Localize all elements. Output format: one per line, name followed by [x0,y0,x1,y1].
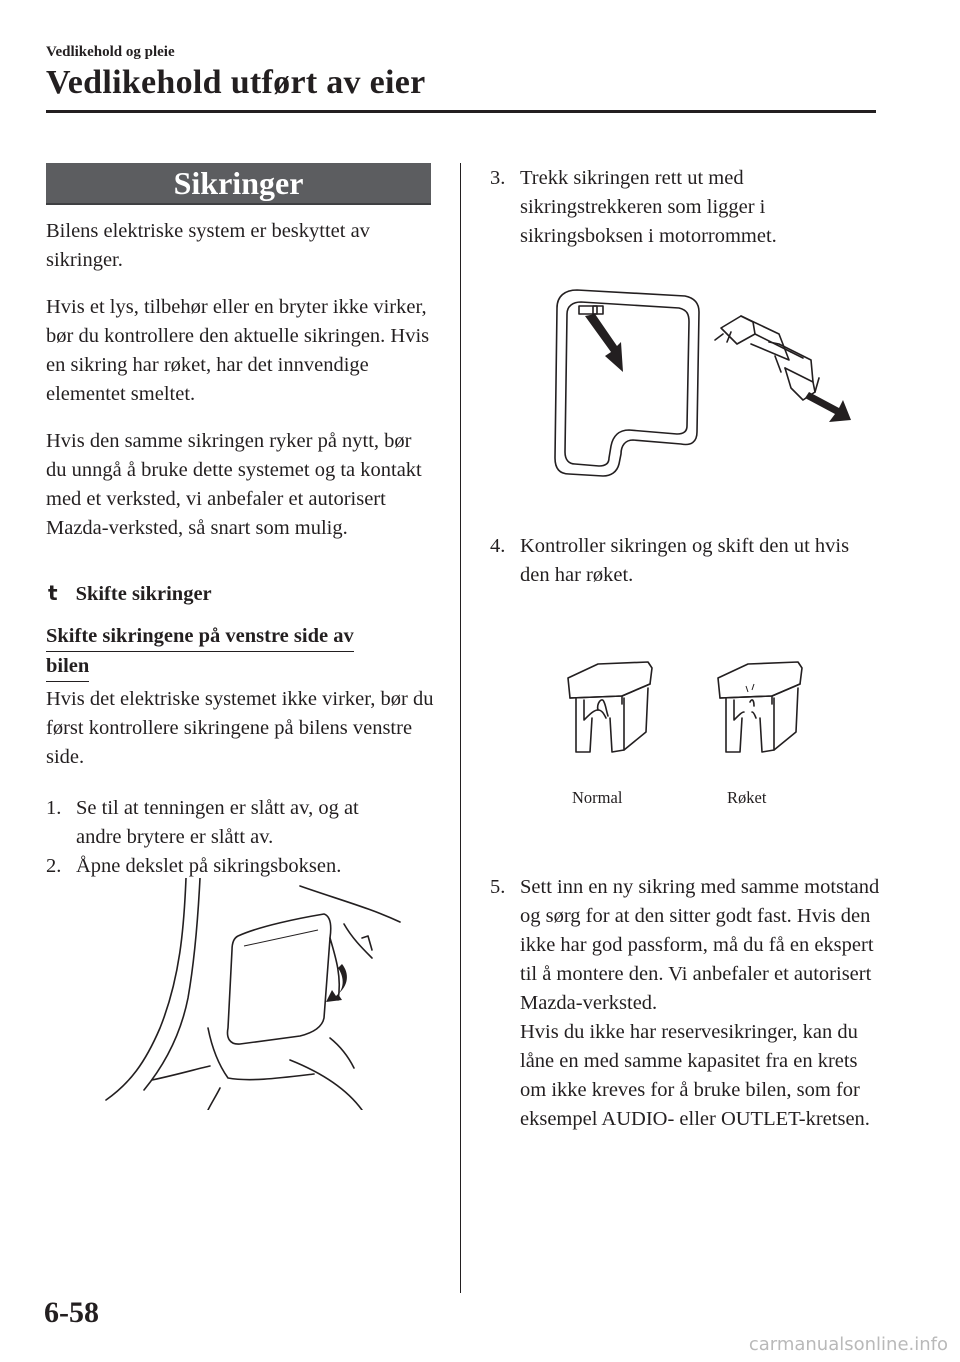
step-number: 3. [490,167,506,189]
step-text: Åpne dekslet på sikringsboksen. [76,855,342,877]
underlined-heading-line-1: Skifte sikringene på venstre side av [46,622,354,652]
step-number: 4. [490,535,506,557]
step-3 [490,164,870,251]
step-2 [46,852,406,881]
watermark: carmanualsonline.info [748,1334,948,1355]
step-text: Sett inn en ny sikring med samme motstand og sørg for at den sitter godt fast. Hvis den ikke har god passform, må du få en ekspert til å montere den. Vi anbefaler et autorisert Mazda-verksted. Hvis du ikke har reservesikringer, kan du låne en med samme kapasitet fra en krets om ikke kreves for å bruke bilen, som for eksempel AUDIO- eller OUTLET-kretsen. [520,876,880,1130]
bullet-icon: t [48,581,58,605]
step-5 [490,873,880,1134]
fuses-illustration [562,656,814,764]
intro-text-1: Bilens elektriske system er beskyttet av sikringer. [46,220,370,271]
underlined-heading [46,622,382,682]
fuse-puller-illustration [545,282,855,482]
section-title-bar: Sikringer [46,163,431,205]
header-rule [46,110,876,113]
step-4 [490,532,870,590]
body-text: Hvis det elektriske systemet ikke virker, bør du først kontrollere sikringene på bilens venstre side. [46,688,434,768]
step-text: Se til at tenningen er slått av, og at andre brytere er slått av. [76,797,359,848]
step-number: 1. [46,797,62,819]
page-title: Vedlikehold utført av eier [46,64,426,101]
underlined-heading-line-2: bilen [46,652,89,682]
intro-paragraph-3 [46,427,436,543]
fuse-blown-icon [718,662,802,752]
step-1 [46,794,406,852]
step-text: Kontroller sikringen og skift den ut hvis den har røket. [520,535,850,586]
step-number: 2. [46,855,62,877]
step-text: Trekk sikringen rett ut med sikringstrekkeren som ligger i sikringsboksen i motorrommet. [520,167,777,247]
body-paragraph [46,685,436,772]
step-number: 5. [490,876,506,898]
page-number: 6-58 [44,1296,99,1329]
fuse-label-normal: Normal [572,788,623,807]
intro-text-2: Hvis et lys, tilbehør eller en bryter ikke virker, bør du kontrollere den aktuelle sikringen. Hvis en sikring har røket, har det innvendige elementet smeltet. [46,296,430,405]
intro-paragraph-1 [46,217,436,275]
section-label: Vedlikehold og pleie [46,44,175,60]
column-divider [460,163,461,1293]
subheading-row [48,581,212,606]
subheading: Skifte sikringer [75,583,212,605]
intro-text-3: Hvis den samme sikringen ryker på nytt, bør du unngå å bruke dette systemet og ta kontakt med et verksted, vi anbefaler et autorisert Mazda-verksted, så snart som mulig. [46,430,422,539]
intro-paragraph-2 [46,293,436,409]
fuse-cover-illustration [100,878,410,1110]
fuse-label-blown: Røket [727,788,767,807]
fuse-normal-icon [568,662,652,752]
